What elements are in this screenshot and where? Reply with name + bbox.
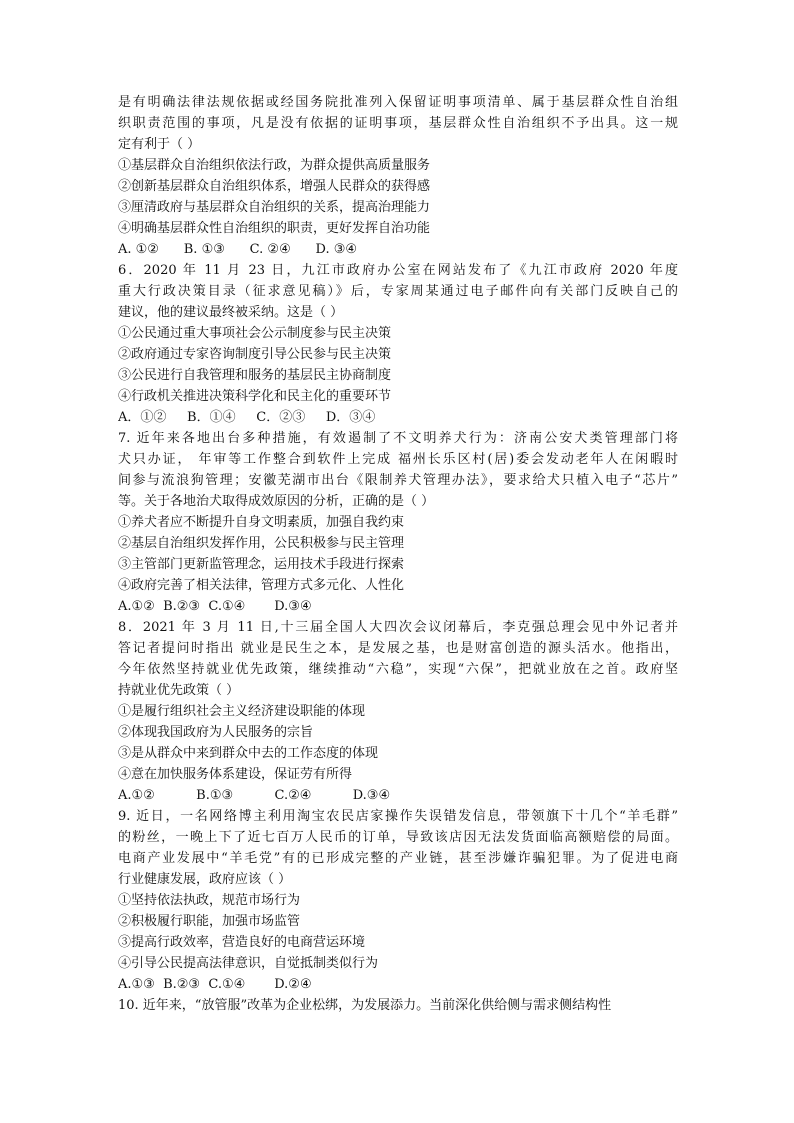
question-stem-line: 重大行政决策目录（征求意见稿）》后，专家周某通过电子邮件向有关部门反映自己的 <box>118 284 678 299</box>
statement-item: ④引导公民提高法律意识，自觉抵制类似行为 <box>118 956 379 971</box>
question-stem-line: 持就业优先政策（ ） <box>118 683 240 698</box>
question-stem-line: 7. 近年来各地出台多种措施，有效遏制了不文明养犬行为：济南公安犬类管理部门将 <box>118 431 678 446</box>
answer-options: A. ①② B. ①③ C. ②④ D. ③④ <box>118 242 358 257</box>
question-stem-line: 今年依然坚持就业优先政策，继续推动“六稳”，实现“六保”，把就业放在之首。政府坚 <box>118 662 678 677</box>
question-stem-line: 犬只办证， 年审等工作整合到软件上完成 福州长乐区村(居)委会发动老年人在闲暇时 <box>118 452 678 467</box>
question-list <box>118 92 678 1016</box>
statement-item: ④意在加快服务体系建设，保证劳有所得 <box>118 767 353 782</box>
statement-item: ②体现我国政府为人民服务的宗旨 <box>118 725 314 740</box>
statement-item: ③是从群众中来到群众中去的工作态度的体现 <box>118 746 379 761</box>
statement-item: ①坚持依法执政，规范市场行为 <box>118 893 301 908</box>
question-stem-line: 建议，他的建议最终被采纳。这是（ ） <box>118 305 344 320</box>
statement-item: ①是履行组织社会主义经济建设职能的体现 <box>118 704 366 719</box>
statement-item: ③主管部门更新监管理念，运用技术手段进行探索 <box>118 557 405 572</box>
question-q6 <box>118 260 678 428</box>
question-q8 <box>118 617 678 806</box>
question-stem-line: 行业健康发展，政府应该（ ） <box>118 872 292 887</box>
statement-item: ③公民进行自我管理和服务的基层民主协商制度 <box>118 368 392 383</box>
question-q10 <box>118 995 678 1016</box>
statement-item: ①养犬者应不断提升自身文明素质，加强自我约束 <box>118 515 405 530</box>
question-stem-line: 9. 近日，一名网络博主利用淘宝农民店家操作失误错发信息，带领旗下十几个“羊毛群” <box>118 809 678 824</box>
question-q5 <box>118 92 678 260</box>
question-stem-line: 10. 近年来，“放管服”改革为企业松绑，为发展添力。当前深化供给侧与需求侧结构性 <box>118 998 612 1013</box>
statement-item: ①公民通过重大事项社会公示制度参与民主决策 <box>118 326 392 341</box>
question-stem-line: 电商产业发展中“羊毛党”有的已形成完整的产业链，甚至涉嫌诈骗犯罪。为了促进电商 <box>118 851 678 866</box>
statement-item: ②政府通过专家咨询制度引导公民参与民主决策 <box>118 347 392 362</box>
question-stem-line: 8．2021 年 3 月 11 日,十三届全国人大四次会议闭幕后，李克强总理会见中外记者并 <box>118 620 678 635</box>
statement-item: ③提高行政效率，营造良好的电商营运环境 <box>118 935 366 950</box>
answer-options: A.①③ B.②③ C.①④ D.②④ <box>118 977 312 992</box>
question-stem-line: 等。关于各地治犬取得成效原因的分析，正确的是（ ） <box>118 494 435 509</box>
statement-item: ④行政机关推进决策科学化和民主化的重要环节 <box>118 389 392 404</box>
statement-item: ②积极履行职能，加强市场监管 <box>118 914 301 929</box>
answer-options: A．①② B．①④ C．②③ D．③④ <box>118 410 376 425</box>
answer-options: A.①② B.②③ C.①④ D.③④ <box>118 599 312 614</box>
answer-options: A.①② B.①③ C.②④ D.③④ <box>118 788 391 803</box>
question-stem-line: 间参与流浪狗管理；安徽芜湖市出台《限制养犬管理办法》，要求给犬只植入电子“芯片” <box>118 473 678 488</box>
question-q7 <box>118 428 678 617</box>
question-q9 <box>118 806 678 995</box>
statement-item: ②创新基层群众自治组织体系，增强人民群众的获得感 <box>118 179 431 194</box>
statement-item: ③厘清政府与基层群众自治组织的关系，提高治理能力 <box>118 200 431 215</box>
statement-item: ④政府完善了相关法律，管理方式多元化、人性化 <box>118 578 405 593</box>
question-stem-line: 是有明确法律法规依据或经国务院批准列入保留证明事项清单、属于基层群众性自治组 <box>118 95 678 110</box>
question-stem-line: 6．2020 年 11 月 23 日，九江市政府办公室在网站发布了《九江市政府 2020 年度 <box>118 263 678 278</box>
question-stem-line: 织职责范围的事项，凡是没有依据的证明事项，基层群众性自治组织不予出具。这一规 <box>118 116 678 131</box>
statement-item: ①基层群众自治组织依法行政，为群众提供高质量服务 <box>118 158 431 173</box>
question-stem-line: 答记者提问时指出 就业是民生之本，是发展之基，也是财富创造的源头活水。他指出， <box>118 641 678 656</box>
question-stem-line: 的粉丝，一晚上下了近七百万人民币的订单，导致该店因无法发货面临高额赔偿的局面。 <box>118 830 678 845</box>
statement-item: ②基层自治组织发挥作用，公民积极参与民主管理 <box>118 536 405 551</box>
question-stem-line: 定有利于（ ） <box>118 137 201 152</box>
statement-item: ④明确基层群众性自治组织的职责，更好发挥自治功能 <box>118 221 431 236</box>
